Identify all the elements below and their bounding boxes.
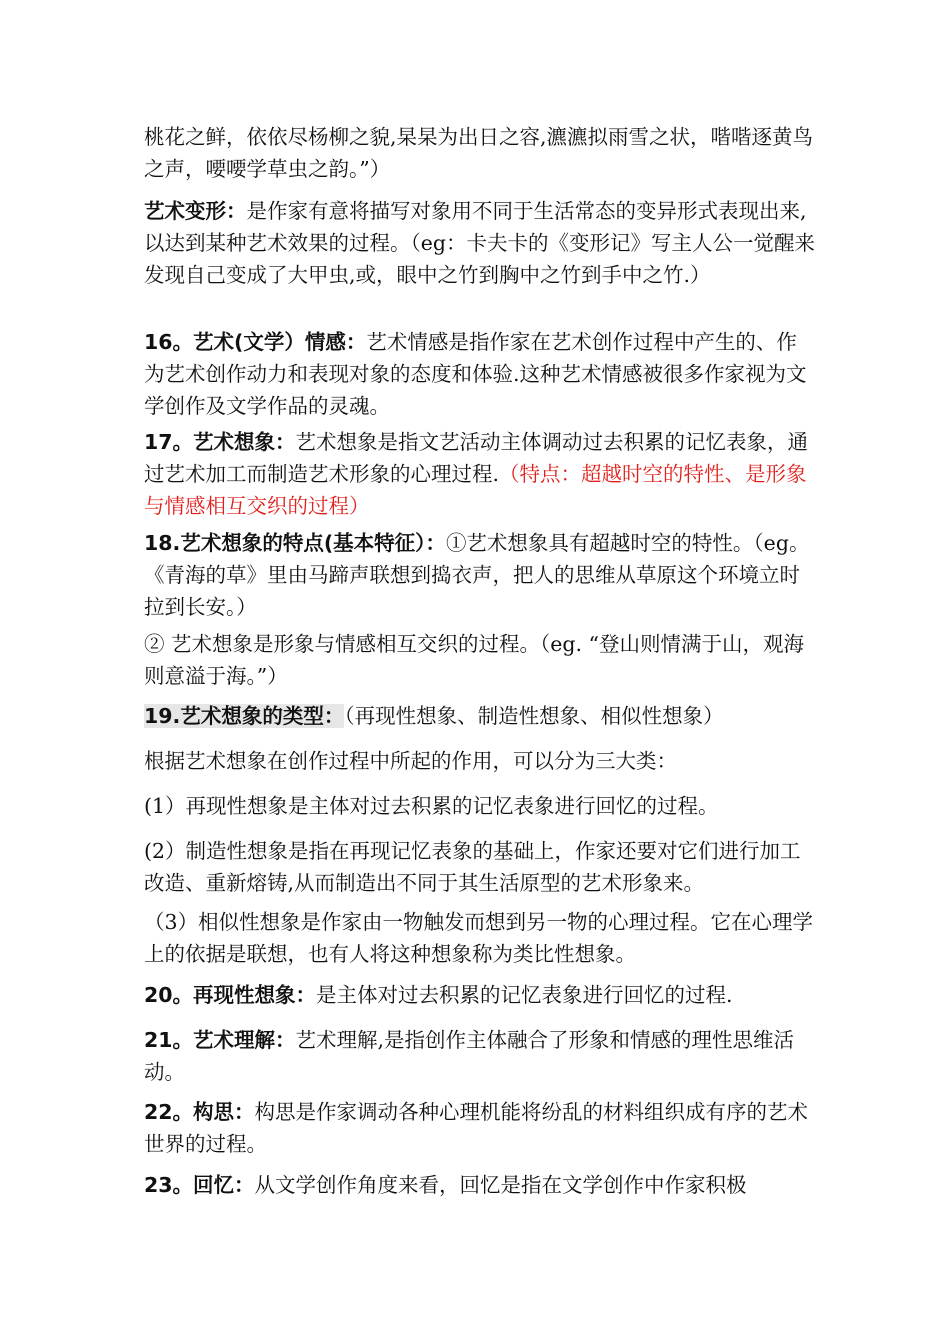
definition-text: 艺术情感是指作家在艺术创作过程中产生的、作为艺术创作动力和表现对象的态度和体验.这种艺术情感被很多作家视为文学创作及文学作品的灵魂。: [144, 330, 807, 418]
definition-imagination-features: [144, 527, 816, 623]
type-item-1: [144, 790, 816, 822]
definition-recollection: [144, 1169, 816, 1201]
definition-art-understanding: [144, 1024, 816, 1088]
definition-text: 艺术理解,是指创作主体融合了形象和情感的理性思维活动。: [144, 1028, 795, 1084]
term-heading: 21。艺术理解：: [144, 1028, 296, 1052]
definition-art-imagination: [144, 426, 816, 522]
definition-art-emotion: [144, 326, 816, 422]
paragraph-text: (2）制造性想象是指在再现记忆表象的基础上，作家还要对它们进行加工改造、重新熔铸,从而制造出不同于其生活原型的艺术形象来。: [144, 839, 801, 895]
type-item-3: [144, 906, 816, 970]
definition-text: 从文学创作角度来看，回忆是指在文学创作中作家积极: [254, 1173, 747, 1197]
term-heading: 18.艺术想象的特点(基本特征）：: [144, 531, 446, 555]
definition-text: 艺术想象是指文艺活动主体调动过去积累的记忆表象，通过艺术加工而制造艺术形象的心理过程.: [144, 430, 809, 486]
paragraph-text: ② 艺术想象是形象与情感相互交织的过程。（eg. “登山则情满于山，观海则意溢于海。”）: [144, 632, 805, 688]
term-heading: 艺术变形：: [144, 199, 247, 223]
term-heading: 22。构思：: [144, 1100, 255, 1124]
definition-imagination-types: [144, 700, 816, 732]
definition-conception: [144, 1096, 816, 1160]
paragraph-text: 根据艺术想象在创作过程中所起的作用，可以分为三大类：: [144, 749, 677, 773]
definition-text: 是主体对过去积累的记忆表象进行回忆的过程.: [316, 983, 733, 1007]
definition-text: 构思是作家调动各种心理机能将纷乱的材料组织成有序的艺术世界的过程。: [144, 1100, 809, 1156]
term-heading: 23。回忆：: [144, 1173, 255, 1197]
definition-text: ①艺术想象具有超越时空的特性。（eg。《青海的草》里由马蹄声联想到捣衣声，把人的思维从草原这个环境立时拉到长安。）: [144, 531, 810, 619]
term-heading: 20。再现性想象：: [144, 983, 317, 1007]
definition-text: 是作家有意将描写对象用不同于生活常态的变异形式表现出来,以达到某种艺术效果的过程。（eg：卡夫卡的《变形记》写主人公一觉醒来发现自己变成了大甲虫,或，眼中之竹到胸中之竹到手中之竹.）: [144, 199, 816, 287]
term-heading: 17。艺术想象：: [144, 430, 296, 454]
definition-reproductive-imagination: [144, 979, 816, 1011]
term-heading: 16。艺术(文学）情感：: [144, 330, 367, 354]
definition-art-deformation: [144, 195, 816, 291]
feature-item-2: [144, 628, 816, 692]
definition-text: （再现性想象、制造性想象、相似性想象）: [344, 704, 724, 728]
paragraph-text: （3）相似性想象是作家由一物触发而想到另一物的心理过程。它在心理学上的依据是联想，也有人将这种想象称为类比性想象。: [144, 910, 814, 966]
paragraph-continuation: [144, 121, 816, 185]
paragraph-text: (1）再现性想象是主体对过去积累的记忆表象进行回忆的过程。: [144, 794, 719, 818]
types-intro: [144, 745, 816, 777]
type-item-2: [144, 835, 816, 899]
highlight-note-red: （特点：超越时空的特性、是形象与情感相互交织的过程）: [144, 462, 807, 518]
paragraph-text: 桃花之鲜，依依尽杨柳之貌,杲杲为出日之容,瀌瀌拟雨雪之状，喈喈逐黄鸟之声，喓喓学草虫之韵。”）: [144, 125, 814, 181]
term-heading: 19.艺术想象的类型：: [144, 704, 345, 728]
